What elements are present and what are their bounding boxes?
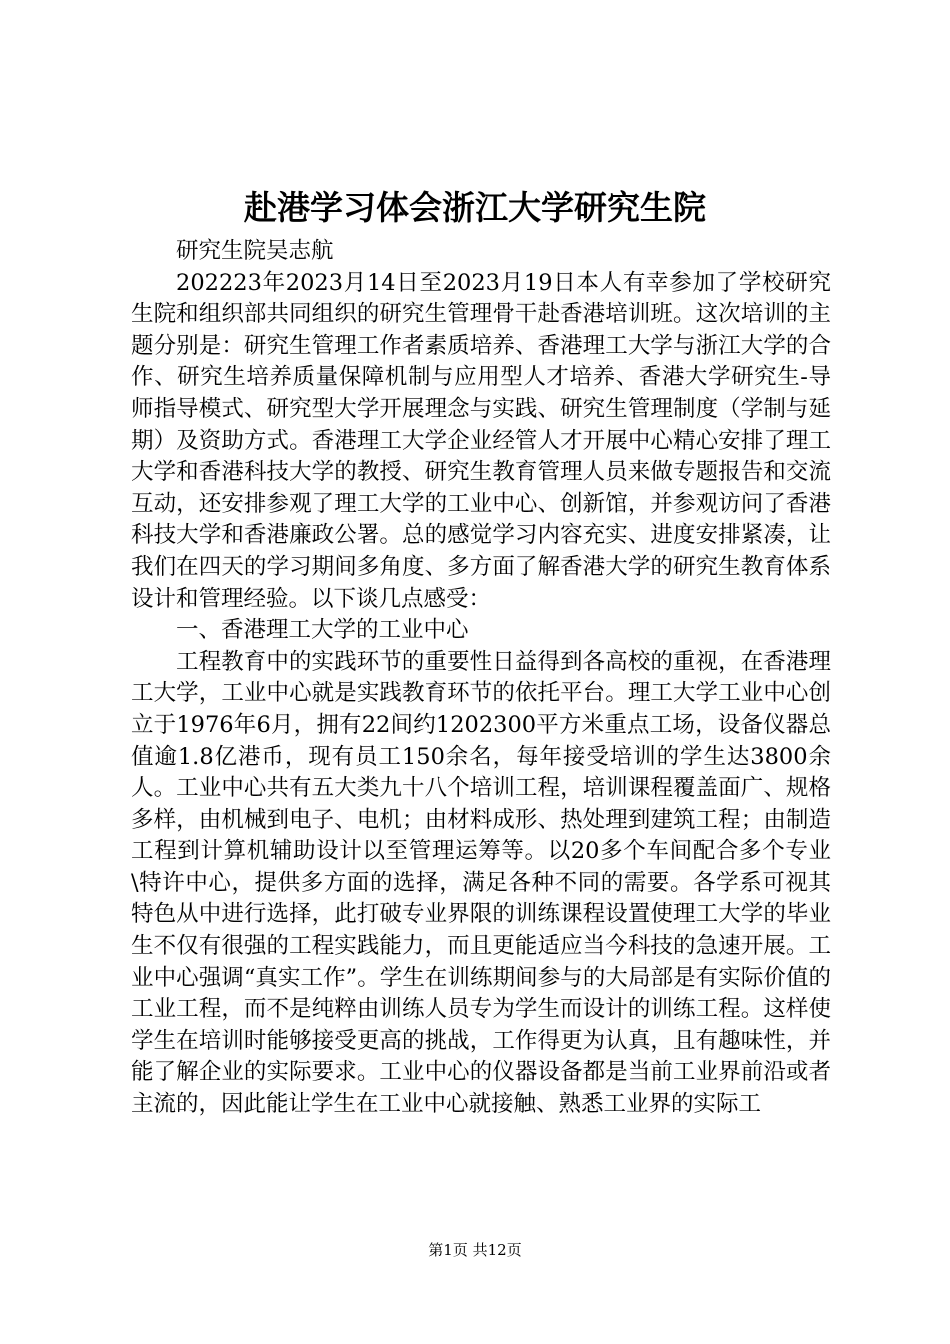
document-title: 赴港学习体会浙江大学研究生院 [244, 188, 706, 227]
body-paragraph-intro: 202223年2023月14日至2023月19日本人有幸参加了学校研究生院和组织部共同组织的研究生管理骨干赴香港培训班。这次培训的主题分别是：研究生管理工作者素质培养、香港理工大学与浙江大学的合作、研究生培养质量保障机制与应用型人才培养、香港大学研究生-导师指导模式、研究型大学开展理念与实践、研究生管理制度（学制与延期）及资助方式。香港理工大学企业经管人才开展中心精心安排了理工大学和香港科技大学的教授、研究生教育管理人员来做专题报告和交流互动，还安排参观了理工大学的工业中心、创新馆，并参观访问了香港科技大学和香港廉政公署。总的感觉学习内容充实、进度安排紧凑，让我们在四天的学习期间多角度、多方面了解香港大学的研究生教育体系设计和管理经验。以下谈几点感受： [131, 269, 831, 612]
document-body [131, 236, 831, 1121]
author-line: 研究生院吴志航 [176, 238, 334, 264]
section-heading-industrial-centre: 一、香港理工大学的工业中心 [176, 617, 469, 644]
body-paragraph-industrial-centre: 工程教育中的实践环节的重要性日益得到各高校的重视，在香港理工大学，工业中心就是实践教育环节的依托平台。理工大学工业中心创立于1976年6月，拥有22间约1202300平方米重点工场，设备仪器总值逾1.8亿港币，现有员工150余名，每年接受培训的学生达3800余人。工业中心共有五大类九十八个培训工程，培训课程覆盖面广、规格多样，由机械到电子、电机；由材料成形、热处理到建筑工程；由制造工程到计算机辅助设计以至管理运筹等。以20多个车间配合多个专业\特许中心，提供多方面的选择，满足各种不同的需要。各学系可视其特色从中进行选择，此打破专业界限的训练课程设置使理工大学的毕业生不仅有很强的工程实践能力，而且更能适应当今科技的急速开展。工业中心强调“真实工作”。学生在训练期间参与的大局部是有实际价值的工业工程，而不是纯粹由训练人员专为学生而设计的训练工程。这样使学生在培训时能够接受更高的挑战，工作得更为认真，且有趣味性，并能了解企业的实际要求。工业中心的仪器设备都是当前工业界前沿或者主流的，因此能让学生在工业中心就接触、熟悉工业界的实际工 [131, 648, 831, 1118]
page-number-footer: 第1页 共12页 [428, 1241, 522, 1259]
